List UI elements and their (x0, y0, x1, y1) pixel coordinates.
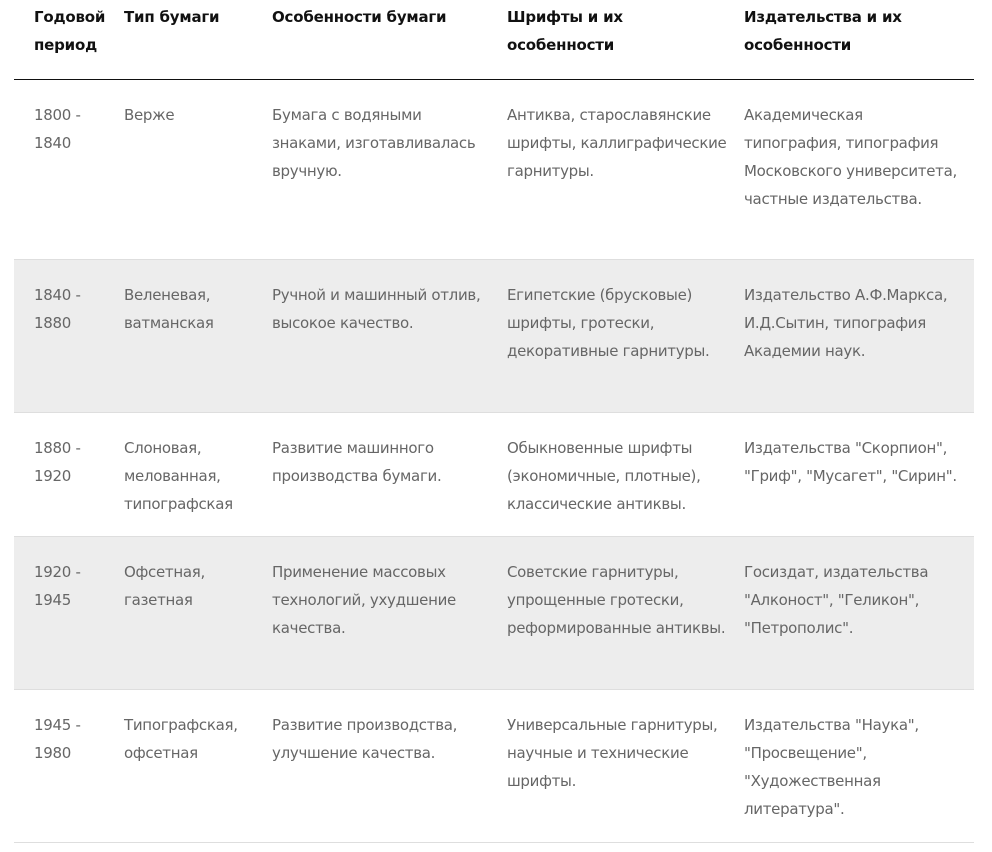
cell-publishers: Академическая типография, типография Московского университета, частные издательства. (739, 80, 974, 260)
cell-paper-type: Веленевая, ватманская (119, 260, 267, 413)
header-publishers: Издательства и их особенности (739, 0, 974, 80)
header-row (14, 0, 974, 80)
cell-paper-type: Верже (119, 80, 267, 260)
cell-publishers: Издательства "Скорпион", "Гриф", "Мусагет", "Сирин". (739, 413, 974, 537)
cell-paper-type: Типографская, офсетная (119, 690, 267, 843)
cell-paper-features: Развитие машинного производства бумаги. (267, 413, 502, 537)
cell-paper-features: Развитие производства, улучшение качества. (267, 690, 502, 843)
table-body (14, 80, 974, 843)
cell-paper-type: Слоновая, мелованная, типографская (119, 413, 267, 537)
header-period: Годовой период (14, 0, 119, 80)
cell-fonts: Универсальные гарнитуры, научные и технические шрифты. (502, 690, 739, 843)
cell-paper-type: Офсетная, газетная (119, 537, 267, 690)
cell-period: 1880 - 1920 (14, 413, 119, 537)
header-paper-features: Особенности бумаги (267, 0, 502, 80)
table-header (14, 0, 974, 80)
table-row (14, 537, 974, 690)
cell-paper-features: Применение массовых технологий, ухудшение качества. (267, 537, 502, 690)
cell-fonts: Египетские (брусковые) шрифты, гротески, декоративные гарнитуры. (502, 260, 739, 413)
cell-publishers: Издательство А.Ф.Маркса, И.Д.Сытин, типография Академии наук. (739, 260, 974, 413)
cell-publishers: Издательства "Наука", "Просвещение", "Художественная литература". (739, 690, 974, 843)
cell-paper-features: Бумага с водяными знаками, изготавливалась вручную. (267, 80, 502, 260)
cell-paper-features: Ручной и машинный отлив, высокое качество. (267, 260, 502, 413)
cell-period: 1945 - 1980 (14, 690, 119, 843)
cell-period: 1920 - 1945 (14, 537, 119, 690)
paper-history-table (14, 0, 974, 843)
table-row (14, 690, 974, 843)
header-fonts: Шрифты и их особенности (502, 0, 739, 80)
table-row (14, 413, 974, 537)
cell-period: 1800 - 1840 (14, 80, 119, 260)
cell-fonts: Антиква, старославянские шрифты, каллиграфические гарнитуры. (502, 80, 739, 260)
header-paper-type: Тип бумаги (119, 0, 267, 80)
paper-history-table-container (14, 0, 974, 843)
cell-fonts: Обыкновенные шрифты (экономичные, плотные), классические антиквы. (502, 413, 739, 537)
table-row (14, 260, 974, 413)
cell-publishers: Госиздат, издательства "Алконост", "Геликон", "Петрополис". (739, 537, 974, 690)
cell-fonts: Советские гарнитуры, упрощенные гротески, реформированные антиквы. (502, 537, 739, 690)
table-row (14, 80, 974, 260)
cell-period: 1840 - 1880 (14, 260, 119, 413)
